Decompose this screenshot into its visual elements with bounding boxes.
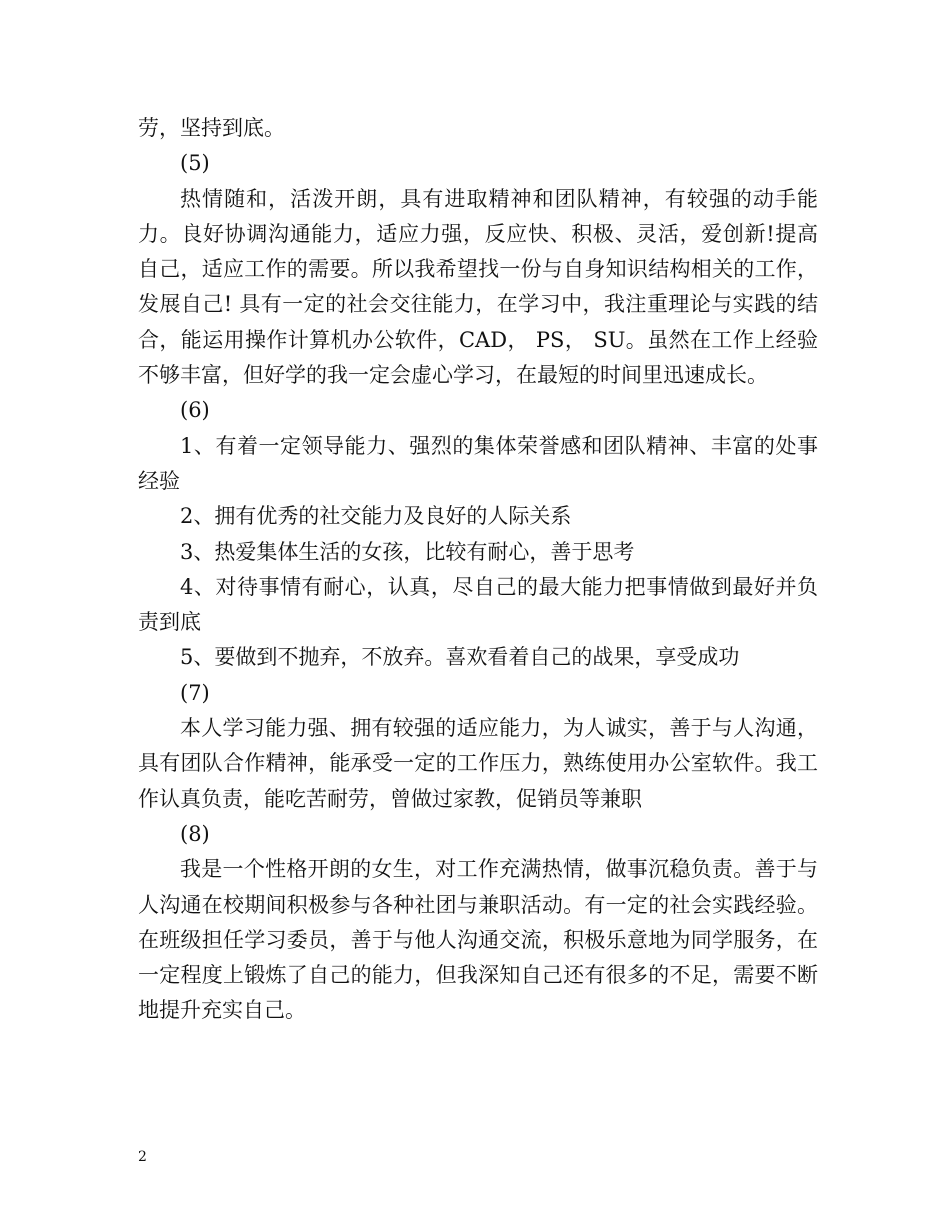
list-item: 5、要做到不抛弃，不放弃。喜欢看着自己的战果，享受成功 [180,645,740,670]
page-number: 2 [138,1149,147,1165]
list-item: 4、对待事情有耐心，认真，尽自己的最大能力把事情做到最好并负责到底 [138,574,818,635]
list-item: 2、拥有优秀的社交能力及良好的人际关系 [180,504,572,529]
section-number: (8) [180,821,210,846]
section-number: (5) [180,151,210,176]
paragraph: 热情随和，活泼开朗，具有进取精神和团队精神，有较强的动手能力。良好协调沟通能力，适应力强，反应快、积极、灵活，爱创新!提高自己，适应工作的需要。所以我希望找一份与自身知识结构相关的工作，发展自己! 具有一定的社会交往能力，在学习中，我注重理论与实践的结合，能运用操作计算机办公软件，CAD， PS， SU。虽然在工作上经验不够丰富，但好学的我一定会虚心学习，在最短的时间里迅速成长。 [138,186,818,388]
paragraph: 本人学习能力强、拥有较强的适应能力，为人诚实，善于与人沟通，具有团队合作精神，能承受一定的工作压力，熟练使用办公室软件。我工作认真负责，能吃苦耐劳，曾做过家教，促销员等兼职 [138,716,818,811]
list-item: 1、有着一定领导能力、强烈的集体荣誉感和团队精神、丰富的处事经验 [138,433,818,493]
paragraph: 劳，坚持到底。 [138,116,285,140]
paragraph: 我是一个性格开朗的女生，对工作充满热情，做事沉稳负责。善于与人沟通在校期间积极参与各种社团与兼职活动。有一定的社会实践经验。在班级担任学习委员，善于与他人沟通交流，积极乐意地为同学服务，在一定程度上锻炼了自己的能力，但我深知自己还有很多的不足，需要不断地提升充实自己。 [138,857,818,1023]
document-body [138,111,818,1029]
section-number: (7) [180,680,210,705]
section-number: (6) [180,398,210,423]
list-item: 3、热爱集体生活的女孩，比较有耐心，善于思考 [180,539,635,564]
